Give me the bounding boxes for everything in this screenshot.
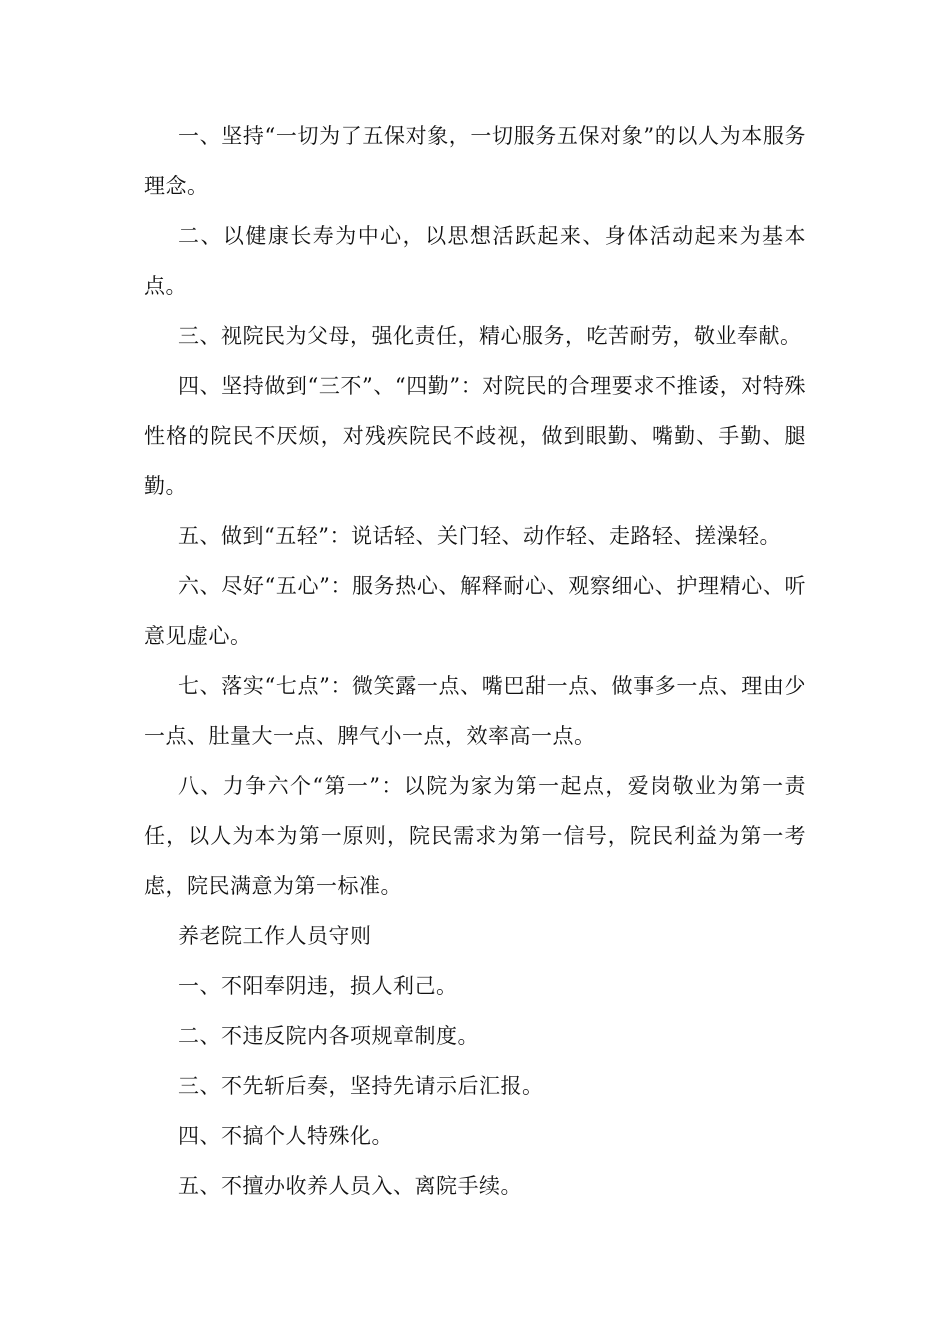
paragraph-service-principle-4: 四、坚持做到“三不”、“四勤”：对院民的合理要求不推诿，对特殊性格的院民不厌烦，对残疾院民不歧视，做到眼勤、嘴勤、手勤、腿勤。 <box>144 374 806 498</box>
paragraph-service-principle-1: 一、坚持“一切为了五保对象，一切服务五保对象”的以人为本服务理念。 <box>144 124 806 198</box>
paragraph-service-principle-7: 七、落实“七点”：微笑露一点、嘴巴甜一点、做事多一点、理由少一点、肚量大一点、脾气小一点，效率高一点。 <box>144 674 806 748</box>
paragraph-service-principle-8: 八、力争六个“第一”：以院为家为第一起点，爱岗敬业为第一责任，以人为本为第一原则，院民需求为第一信号，院民利益为第一考虑，院民满意为第一标准。 <box>144 774 806 898</box>
paragraph-staff-rule-5: 五、不擅办收养人员入、离院手续。 <box>178 1174 522 1198</box>
document-body <box>144 111 806 1211</box>
section-heading-staff-rules: 养老院工作人员守则 <box>178 924 372 948</box>
paragraph-staff-rule-3: 三、不先斩后奏，坚持先请示后汇报。 <box>178 1074 544 1098</box>
paragraph-staff-rule-4: 四、不搞个人特殊化。 <box>178 1124 393 1148</box>
paragraph-staff-rule-2: 二、不违反院内各项规章制度。 <box>178 1024 479 1048</box>
paragraph-service-principle-5: 五、做到“五轻”：说话轻、关门轻、动作轻、走路轻、搓澡轻。 <box>178 524 781 548</box>
paragraph-service-principle-3: 三、视院民为父母，强化责任，精心服务，吃苦耐劳，敬业奉献。 <box>178 324 802 348</box>
paragraph-service-principle-2: 二、以健康长寿为中心，以思想活跃起来、身体活动起来为基本点。 <box>144 224 806 298</box>
paragraph-service-principle-6: 六、尽好“五心”：服务热心、解释耐心、观察细心、护理精心、听意见虚心。 <box>144 574 806 648</box>
paragraph-staff-rule-1: 一、不阳奉阴违，损人利己。 <box>178 974 458 998</box>
